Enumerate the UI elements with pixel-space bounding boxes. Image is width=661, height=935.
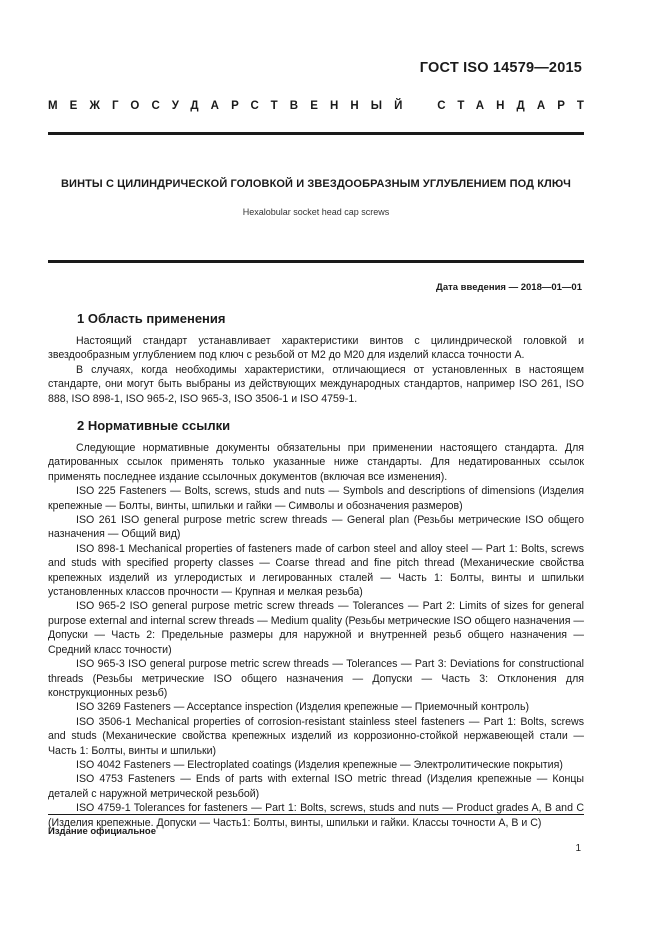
- header-rule: [48, 132, 584, 135]
- reference-item: ISO 261 ISO general purpose metric screw threads — General plan (Резьбы метрические ISO общего назначения — Общий вид): [48, 514, 584, 541]
- reference-item: ISO 965-2 ISO general purpose metric screw threads — Tolerances — Part 2: Limits of sizes for general purpose external and internal screw threads — Medium quality (Резьбы метрические ISO общего назначения — Допуски — Часть 2: Предельные размеры для наружной и внутренней резьб общего назначения — Средний класс точности): [48, 600, 584, 656]
- reference-item: ISO 965-3 ISO general purpose metric screw threads — Tolerances — Part 3: Deviations for constructional threads (Резьбы метрические ISO общего назначения — Допуски — Часть 3: Отклонения для конструкционных резьб): [48, 658, 584, 699]
- banner-word-standard: СТАНДАРТ: [437, 100, 596, 112]
- reference-item: ISO 225 Fasteners — Bolts, screws, studs and nuts — Symbols and descriptions of dimensions (Изделия крепежные — Болты, винты, шпильки и гайки — Символы и обозначения размеров): [48, 485, 584, 512]
- reference-item: ISO 4759-1 Tolerances for fasteners — Part 1: Bolts, screws, studs and nuts — Product grades A, B and C (Изделия крепежные. Допуски — Часть1: Болты, винты, шпильки и гайки. Классы точности А, В и С): [48, 802, 584, 829]
- section-2-intro: Следующие нормативные документы обязательны при применении настоящего стандарта. Для датированных ссылок применять только указанные ниже стандарты. Для недатированных ссылок применять последнее издание ссылочных документов (включая все изменения).: [48, 442, 584, 483]
- document-title-ru: ВИНТЫ С ЦИЛИНДРИЧЕСКОЙ ГОЛОВКОЙ И ЗВЕЗДООБРАЗНЫМ УГЛУБЛЕНИЕМ ПОД КЛЮЧ: [61, 178, 571, 190]
- introduction-date: Дата введения — 2018—01—01: [436, 282, 582, 293]
- reference-item: ISO 4042 Fasteners — Electroplated coatings (Изделия крепежные — Электролитические покрытия): [76, 758, 563, 771]
- reference-item: ISO 898-1 Mechanical properties of fasteners made of carbon steel and alloy steel — Part 1: Bolts, screws and studs with specified property classes — Coarse thread and fine pitch thread (Механические свойства крепежных изделий из углеродистых и легированных сталей — Часть 1: Болты, винты и шпильки установленных классов прочности — Крупная и мелкая резьба): [48, 542, 584, 599]
- reference-item: ISO 3506-1 Mechanical properties of corrosion-resistant stainless steel fasteners — Part 1: Bolts, screws and studs (Механические свойства крепежных изделий из коррозионно-стойкой нержавеющей стали — Часть 1: Болты, винты и шпильки): [48, 715, 584, 757]
- section-1-paragraph: Настоящий стандарт устанавливает характеристики винтов с цилиндрической головкой и звездообразным углублением под ключ с резьбой от М2 до М20 для изделий класса точности А.: [48, 335, 584, 362]
- section-1-paragraph: В случаях, когда необходимы характеристики, отличающиеся от установленных в настоящем стандарте, они могут быть выбраны из действующих международных стандартов, например ISO 261, ISO 888, ISO 898-1, ISO 965-2, ISO 965-3, ISO 3506-1 и ISO 4759-1.: [48, 363, 584, 405]
- title-rule: [48, 260, 584, 263]
- section-2-body: [48, 441, 584, 830]
- standard-banner: [48, 100, 596, 112]
- official-edition-label: Издание официальное: [48, 826, 156, 837]
- standard-code: ГОСТ ISO 14579—2015: [419, 60, 582, 76]
- footer-rule: [48, 814, 584, 815]
- section-2-heading: 2 Нормативные ссылки: [77, 418, 231, 433]
- banner-word-interstate: МЕЖГОСУДАРСТВЕННЫЙ: [48, 100, 415, 112]
- page-number: 1: [575, 843, 581, 854]
- reference-item: ISO 3269 Fasteners — Acceptance inspection (Изделия крепежные — Приемочный контроль): [76, 701, 529, 714]
- section-1-body: [48, 334, 584, 406]
- reference-item: ISO 4753 Fasteners — Ends of parts with external ISO metric thread (Изделия крепежные — Концы деталей с наружной метрической резьбой): [48, 773, 584, 800]
- section-1-heading: 1 Область применения: [77, 311, 226, 326]
- document-title-en: Hexalobular socket head cap screws: [242, 207, 390, 217]
